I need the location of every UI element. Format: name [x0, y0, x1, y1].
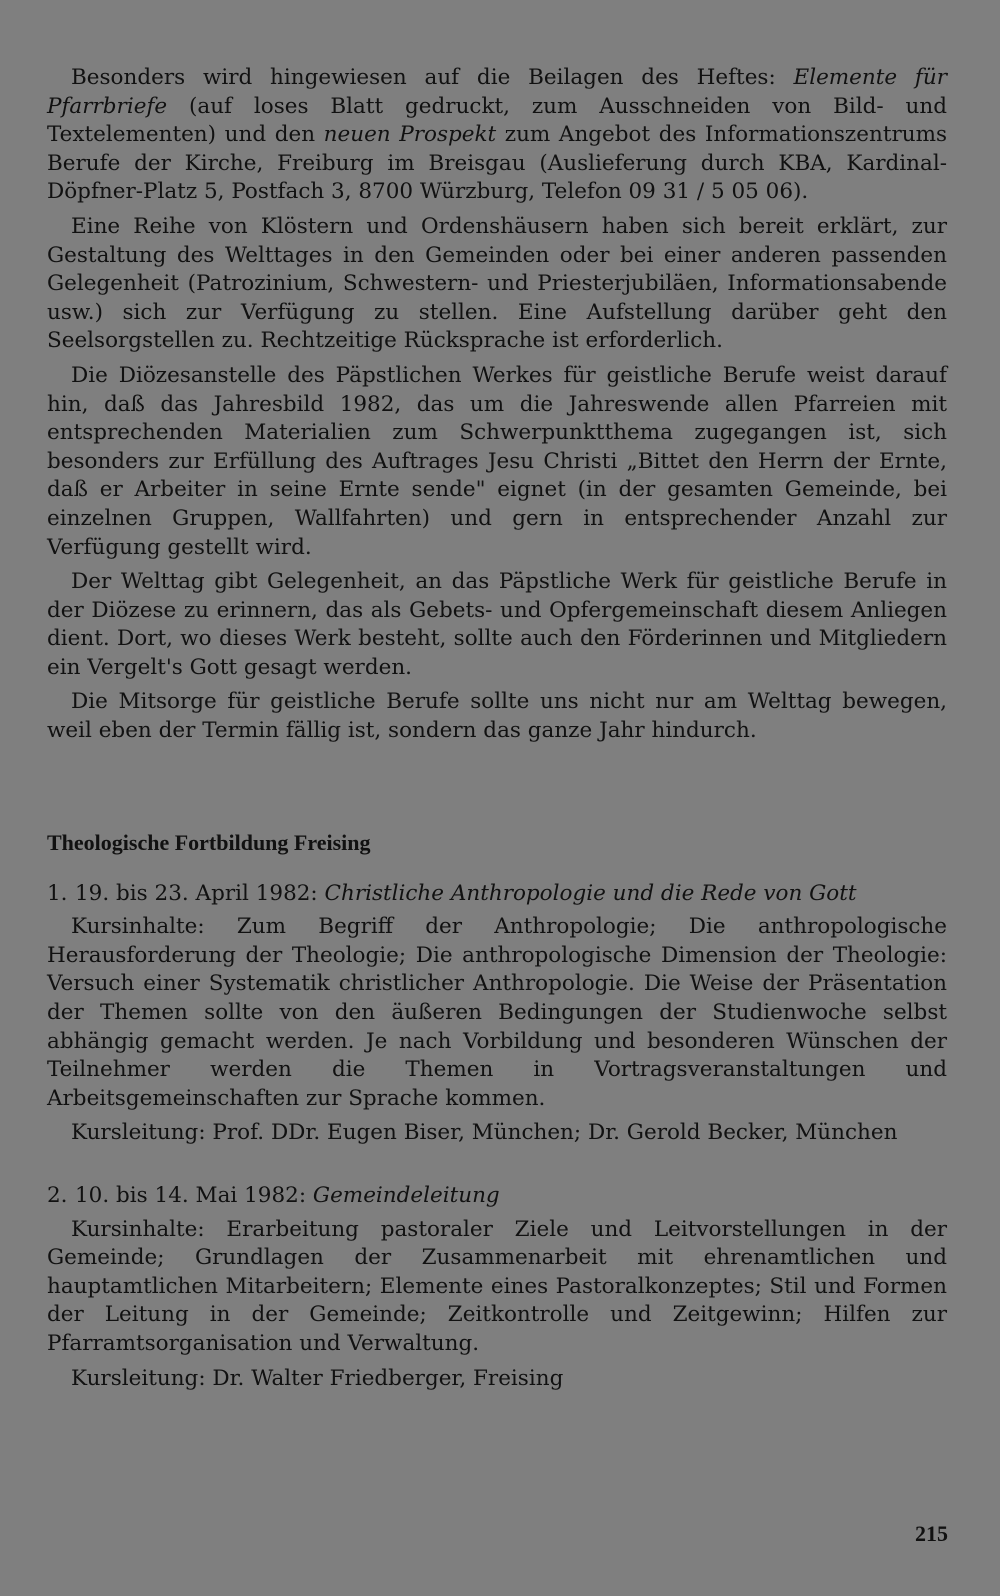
text-run: Besonders wird hingewiesen auf die Beilagen des Heftes:	[71, 65, 794, 90]
course-topic: Gemeindeleitung	[312, 1183, 500, 1208]
course-topic: Christliche Anthropologie und die Rede von Gott	[324, 880, 857, 906]
paragraph-welttag: Der Welttag gibt Gelegenheit, an das Päpstliche Werk für geistliche Berufe in der Diözese zu erinnern, das als Gebets- und Opfergemeinschaft diesem Anliegen dient. Dort, wo dieses Werk besteht, sollte auch den Förderinnen und Mitgliedern ein Vergelt's Gott gesagt werden.	[47, 569, 947, 680]
paragraph-kloester: Eine Reihe von Klöstern und Ordenshäusern haben sich bereit erklärt, zur Gestaltung des Welttages in den Gemeinden oder bei einer anderen passenden Gelegenheit (Patrozinium, Schwestern- und Priesterjubiläen, Informationsabende usw.) sich zur Verfügung zu stellen. Eine Aufstellung darüber geht den Seelsorgstellen zu. Rechtzeitige Rücksprache ist erforderlich.	[47, 213, 947, 354]
course-2-contents: Kursinhalte: Erarbeitung pastoraler Ziele und Leitvorstellungen in der Gemeinde; Grundlagen der Zusammenarbeit mit ehrenamtlichen und hauptamtlichen Mitarbeitern; Elemente eines Pastoralkonzeptes; Stil und Formen der Leitung in der Gemeinde; Zeitkontrolle und Zeitgewinn; Hilfen zur Pfarramtsorganisation und Verwaltung.	[47, 1216, 947, 1356]
course-2-leaders: Kursleitung: Dr. Walter Friedberger, Freising	[71, 1365, 564, 1391]
section-heading: Theologische Fortbildung Freising	[47, 829, 371, 855]
italic-elemente: Elemente für Pfarrbriefe	[47, 65, 947, 119]
page-body	[47, 64, 947, 1399]
course-number: 2.	[47, 1183, 68, 1208]
paragraph-beilagen	[47, 64, 947, 207]
course-number: 1.	[47, 880, 68, 906]
page-number: 215	[915, 1521, 948, 1546]
text-run: zum Angebot des Informationszentrums Berufe der Kirche, Freiburg im Breisgau (Auslieferung durch KBA, Kardinal-Döpfner-Platz 5, Postfach 3, 8700 Würzburg, Telefon 09 31 / 5 05 06).	[47, 122, 947, 205]
course-date: 10. bis 14. Mai 1982:	[75, 1183, 313, 1208]
course-date: 19. bis 23. April 1982:	[75, 880, 325, 906]
paragraph-dioezesanstelle: Die Diözesanstelle des Päpstlichen Werkes für geistliche Berufe weist darauf hin, daß das Jahresbild 1982, das um die Jahreswende allen Pfarreien mit entsprechenden Materialien zum Schwerpunktthema zugegangen ist, sich besonders zur Erfüllung des Auftrages Jesu Christi „Bittet den Herrn der Ernte, daß er Arbeiter in seine Ernte sende" eignet (in der gesamten Gemeinde, bei einzelnen Gruppen, Wallfahrten) und gern in entsprechender Anzahl zur Verfügung gestellt wird.	[47, 362, 947, 560]
course-1-leaders: Kursleitung: Prof. DDr. Eugen Biser, München; Dr. Gerold Becker, München	[71, 1120, 898, 1146]
text-run: (auf loses Blatt gedruckt, zum Ausschneiden von Bild- und Textelementen) und den	[47, 93, 947, 148]
course-1-contents: Kursinhalte: Zum Begriff der Anthropologie; Die anthropologische Herausforderung der Theologie; Die anthropologische Dimension der Theologie: Versuch einer Systematik christlicher Anthropologie. Die Weise der Präsentation der Themen sollte von den äußeren Bedingungen der Studienwoche selbst abhängig gemacht werden. Je nach Vorbildung und besonderen Wünschen der Teilnehmer werden die Themen in Vortragsveranstaltungen und Arbeitsgemeinschaften zur Sprache kommen.	[47, 914, 947, 1111]
italic-prospekt: neuen Prospekt	[323, 122, 497, 148]
course-2-title	[47, 1182, 947, 1211]
paragraph-mitsorge: Die Mitsorge für geistliche Berufe sollte uns nicht nur am Welttag bewegen, weil eben der Termin fällig ist, sondern das ganze Jahr hindurch.	[47, 689, 947, 744]
course-1-title	[47, 880, 947, 909]
spacer	[47, 1154, 947, 1182]
